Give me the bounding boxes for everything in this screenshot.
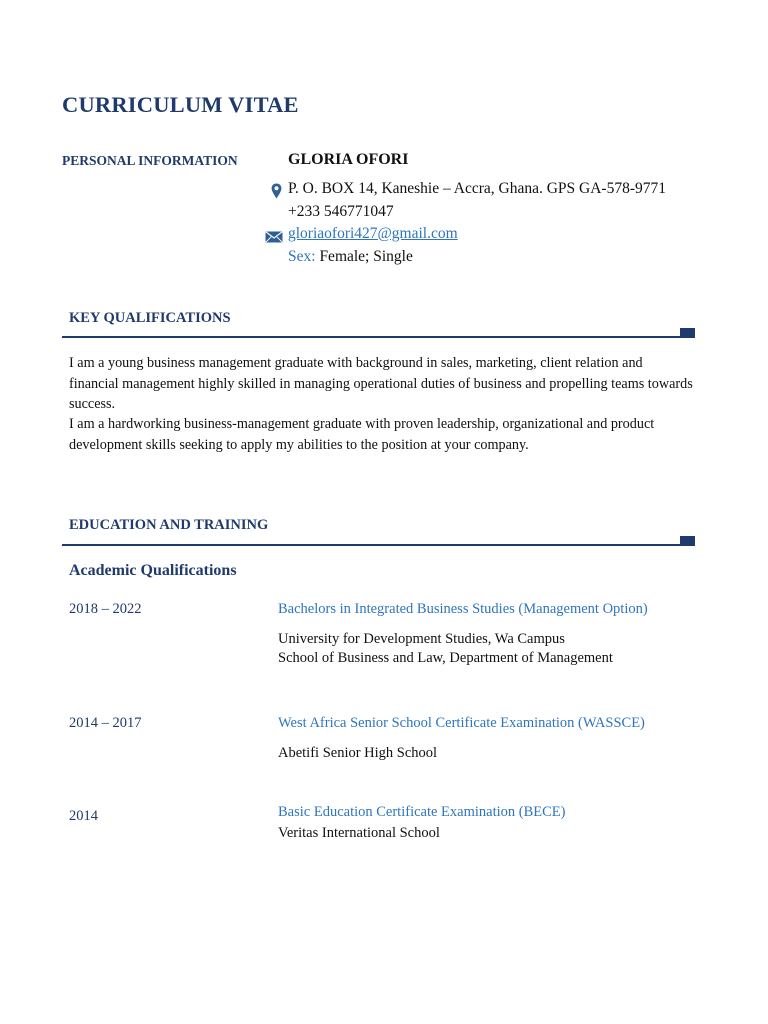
section-rule xyxy=(62,544,680,546)
location-pin-icon xyxy=(271,183,282,199)
envelope-icon xyxy=(265,231,283,243)
key-qualifications-paragraph-1: I am a young business management graduate with background in sales, marketing, client relation and financial management highly skilled in managing operational duties of business and propelling teams towards success. xyxy=(69,355,693,412)
section-rule-marker xyxy=(680,328,695,338)
entry-institution: Veritas International School xyxy=(278,825,440,841)
sex-value: Female; Single xyxy=(319,248,413,265)
key-qualifications-paragraph-2: I am a hardworking business-management graduate with proven leadership, organizational and product development skills seeking to apply my abilities to the position at your company. xyxy=(69,416,655,453)
entry-institution: School of Business and Law, Department of Management xyxy=(278,650,613,666)
document-title: CURRICULUM VITAE xyxy=(62,92,299,117)
entry-institution: Abetifi Senior High School xyxy=(278,745,438,761)
personal-info-label: PERSONAL INFORMATION xyxy=(62,153,238,168)
entry-degree: Basic Education Certificate Examination (BECE) xyxy=(278,804,566,820)
entry-years: 2014 – 2017 xyxy=(69,715,142,731)
section-rule-marker xyxy=(680,536,695,546)
entry-degree: West Africa Senior School Certificate Examination (WASSCE) xyxy=(278,715,645,731)
phone-text: +233 546771047 xyxy=(288,203,394,220)
academic-qualifications-heading: Academic Qualifications xyxy=(69,562,237,579)
entry-institution: University for Development Studies, Wa Campus xyxy=(278,631,565,647)
entry-degree: Bachelors in Integrated Business Studies (Management Option) xyxy=(278,601,648,617)
email-link[interactable]: gloriaofori427@gmail.com xyxy=(288,225,458,242)
address-text: P. O. BOX 14, Kaneshie – Accra, Ghana. GPS GA-578-9771 xyxy=(288,180,666,197)
education-heading: EDUCATION AND TRAINING xyxy=(69,517,269,533)
entry-years: 2018 – 2022 xyxy=(69,601,142,617)
sex-line xyxy=(288,248,413,266)
section-rule xyxy=(62,336,680,338)
sex-label: Sex: xyxy=(288,248,316,265)
entry-years: 2014 xyxy=(69,808,98,824)
applicant-name: GLORIA OFORI xyxy=(288,151,409,168)
key-qualifications-heading: KEY QUALIFICATIONS xyxy=(69,310,231,326)
